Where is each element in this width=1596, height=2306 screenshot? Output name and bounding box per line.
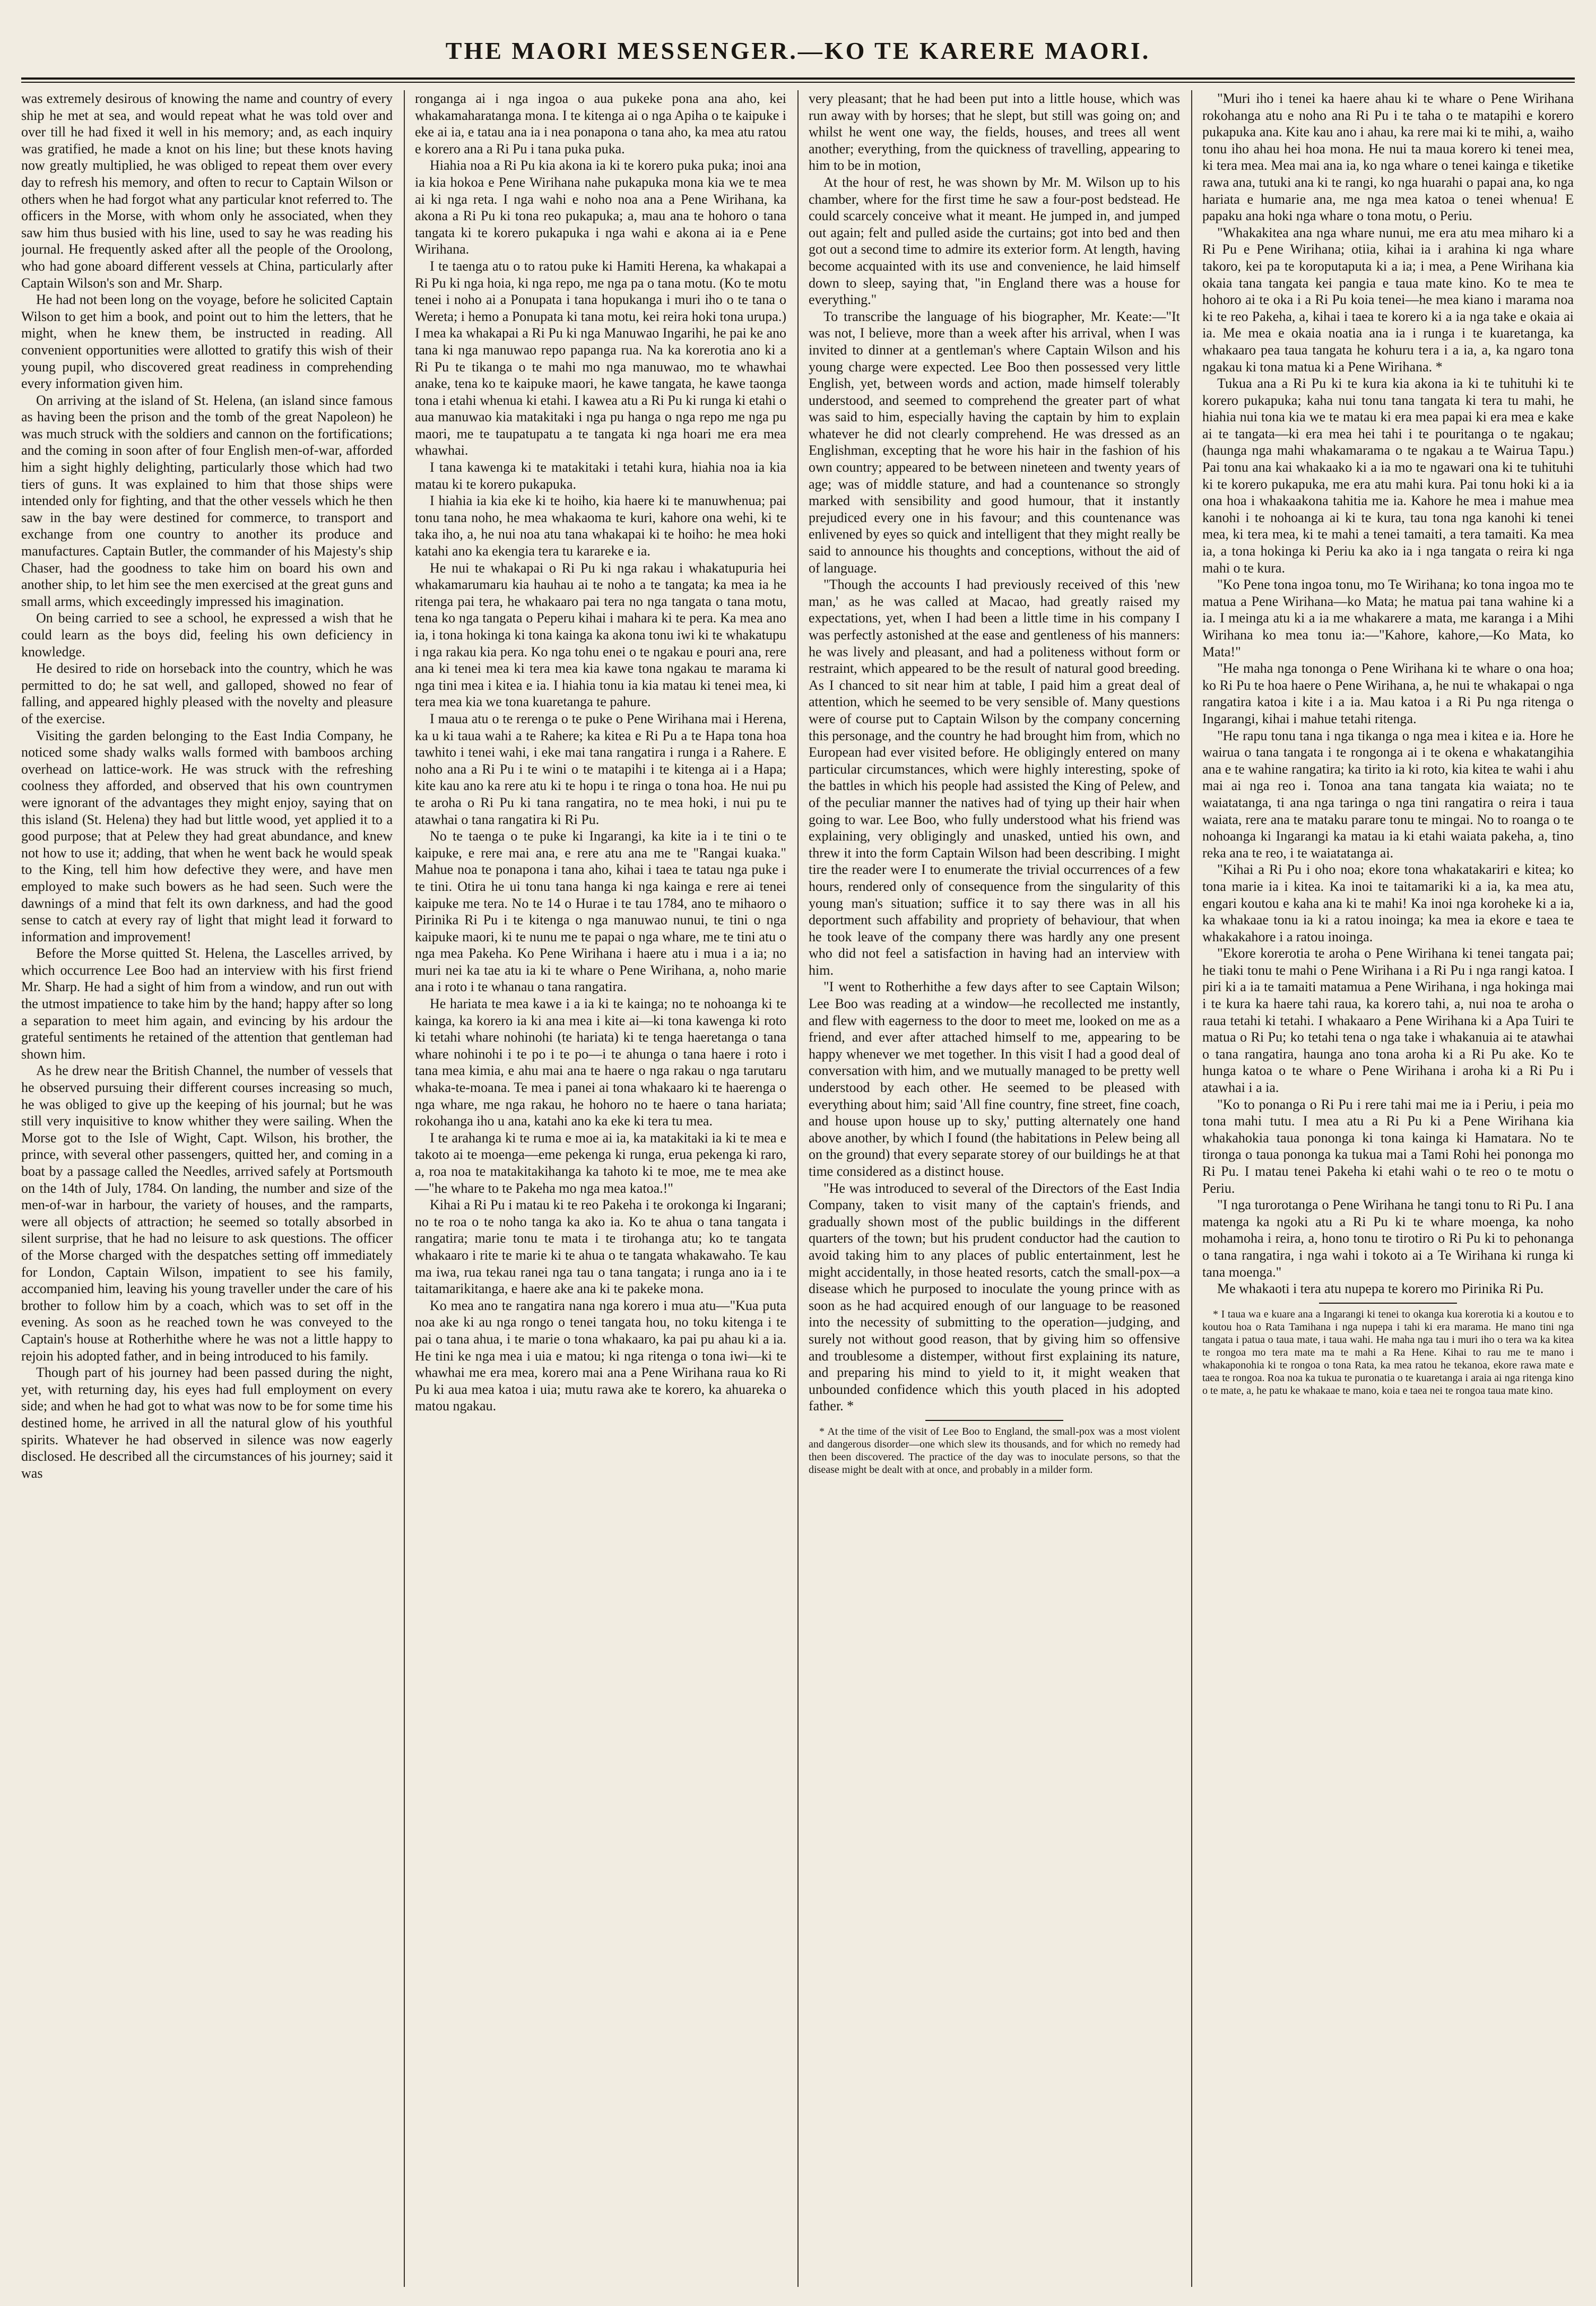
paragraph: Though part of his journey had been passed during the night, yet, with returning day, his eyes had full employment on every side; and when he had got to what was now to be for some time his destined home, he arrived in all the natural glow of his youthful spirits. Whatever he had observed in silence was now eagerly disclosed. He described all the circumstances of his journey; said it was [21, 1365, 393, 1481]
paragraph: "Though the accounts I had previously received of this 'new man,' as he was called at Macao, had greatly raised my expectations, yet, when I had been a little time in his company I was perfectly astonished at the ease and gentleness of his manners: he was lively and pleasant, and had a politeness without form or restraint, which appeared to be the result of natural good breeding. As I chanced to sit near him at table, I paid him a great deal of attention, which he seemed to be very sensible of. Many questions were of course put to Captain Wilson by the company concerning this personage, and the country he had brought him from, which no European had ever visited before. He obligingly entered on many particular circumstances, which were highly interesting, spoke of the battles in which his people had assisted the King of Pelew, and of the peculiar manner the natives had of tying up their hair when going to war. Lee Boo, who fully understood what his friend was explaining, very obligingly and unasked, untied his own, and threw it into the form Captain Wilson had been describing. I might tire the reader were I to enumerate the trivial occurrences of a few hours, rendered only of consequence from the singularity of this young man's situation; suffice it to say there was in all his deportment such affability and propriety of behaviour, that when he took leave of the company there was hardly any one present who did not feel a satisfaction in having had an interview with him. [809, 577, 1180, 978]
paragraph: Kihai a Ri Pu i matau ki te reo Pakeha i te orokonga ki Ingarani; no te roa o te noho tanga ka ako ia. Ko te ahua o tana tangata i rangatira; marie tonu te mata i te tirohanga atu; ko te tangata whakaaro i rite te marie ki te ahua o te tangata whakawaho. Te kau ma iwa, rua tekau ranei nga tau o tana tangata; i runga ano ia i te taitamarikitanga, e haere ake ana ki te pakeke mona. [415, 1197, 786, 1297]
paragraph: "Muri iho i tenei ka haere ahau ki te whare o Pene Wirihana rokohanga atu e noho ana Ri Pu i te taha o te matapihi e korero pukapuka ana. Kite kau ano i ahau, ka rere mai ki te mihi, a, waiho tonu iho ahau hei hoa mona. He nui ta maua korero ki tenei mea, ki tera mea. Mea mai ana ia, ko nga whare o tenei kainga e tiketike rawa ana, tutuki ana ki te rangi, ko nga huarahi o papai ana, ko nga hariata e humarie ana, me nga mea katoa o tenei whenua! E papaku ana hoki nga whare o tona motu, o Periu. [1202, 91, 1574, 224]
footnote-rule [1319, 1303, 1457, 1304]
paragraph: To transcribe the language of his biographer, Mr. Keate:—"It was not, I believe, more than a week after his arrival, when I was invited to dinner at a gentleman's where Captain Wilson and his young charge were expected. Lee Boo then possessed very little English, yet, between words and action, made himself tolerably understood, and seemed to comprehend the greater part of what was said to him, especially having the captain by him to explain whatever he did not clearly comprehend. He was dressed as an Englishman, excepting that he wore his hair in the fashion of his own country; appeared to be between nineteen and twenty years of age; was of middle stature, and had a countenance so strongly marked with sensibility and good humour, that it instantly prejudiced every one in his favour; and this countenance was enlivened by eyes so quick and intelligent that they might really be said to announce his thoughts and conceptions, without the aid of of language. [809, 308, 1180, 576]
paragraph: He desired to ride on horseback into the country, which he was permitted to do; he sat well, and galloped, showed no fear of falling, and appeared highly pleased with the novelty and pleasure of the exercise. [21, 661, 393, 726]
paragraph: He hariata te mea kawe i a ia ki te kainga; no te nohoanga ki te kainga, ka korero ia ki ana mea i kite ai—ki tona kawenga ki roto ki tetahi whare nohinohi (te hariata) ki te tenga haeretanga o tana whare nohinohi i te po i te po—i te ahunga o tana haere i roto i tana mea kimia, e ahu mai ana te haere o nga rakau o nga tarutaru whaka-te-moana. Te mea i panei ai tona whakaaro ki te haerenga o nga whare, me nga rakau, he hohoro no te haere o tana hariata; rokohanga iho u ana, katahi ano ka eke ki tera tu mea. [415, 996, 786, 1129]
footnote-text: * I taua wa e kuare ana a Ingarangi ki tenei to okanga kua korerotia ki a koutou e to koutou hoa o Rata Tamihana i nga nupepa i tahi ki era marama. He mano tini nga tangata i patua o taua mate, i taua wahi. He maha nga tau i muri iho o tera wa ka kitea te rongoa mo tera mate ma te mahi a Ra Hene. Kihai to rau me te mano i whakaponohia ki te rongoa o tona Rata, ka mea ratou he tekanoa, ekore rawa mate e taea te rongoa. Roa noa ka tukua te puronatia o te kuaretanga i araia ai nga ritenga kino o te mate, a, he patu ke whakaae te mano, koia e taea nei te rongoa taua mate kino. [1202, 1308, 1574, 1397]
paragraph: On being carried to see a school, he expressed a wish that he could learn as the boys did, feeling his own deficiency in knowledge. [21, 610, 393, 660]
paragraph: ronganga ai i nga ingoa o aua pukeke pona ana aho, kei whakamaharatanga mona. I te kitenga ai o nga Apiha o te kaipuke i eke ai ia, e tatau ana ia i nea ponapona o tana aho, ka mea atu ratou e korero ana a Ri Pu i tana puka puka. [415, 91, 786, 157]
paragraph: Ko mea ano te rangatira nana nga korero i mua atu—"Kua puta noa ake ki au nga rongo o tenei tangata hou, no toku kitenga i te pai o tana ahua, i te marie o tona whakaaro, ka pai pu ahau ki a ia. He tini ke nga mea i uia e matou; ki nga ritenga o tona iwi—ki te whawhai me era mea, korero mai ana a Pene Wirihana raua ko Ri Pu ki aua mea katoa i uia; mutu rawa ake te korero, ka ahuareka o matou ngakau. [415, 1297, 786, 1414]
paragraph: "I went to Rotherhithe a few days after to see Captain Wilson; Lee Boo was reading at a window—he recollected me instantly, and flew with eagerness to the door to meet me, looked on me as a friend, and ever after attached himself to me, appearing to be happy whenever we met together. In this visit I had a good deal of conversation with him, and we mutually managed to be pretty well understood by each other. He seemed to be pleased with everything about him; said 'All fine country, fine street, fine coach, and house upon house up to sky,' putting alternately one hand above another, by which I found (the habitations in Pelew being all on the ground) that every separate storey of our buildings he at that time considered as a distinct house. [809, 979, 1180, 1179]
column-divider [1191, 90, 1192, 2287]
paragraph: "I nga turorotanga o Pene Wirihana he tangi tonu to Ri Pu. I ana matenga ka ngoki atu a Ri Pu ki te whare moenga, ka noho mohamoha i reira, a, hono tonu te tirotiro o Ri Pu ki to pehonanga o tana rangatira, i nga wahi i tokoto ai a Te Wirihana ki runga ki tana moenga." [1202, 1197, 1574, 1280]
paragraph: Visiting the garden belonging to the East India Company, he noticed some shady walks walls formed with bamboos arching overhead on lattice-work. He was struck with the refreshing coolness they afforded, and observed that his own countrymen were ignorant of the advantages they might enjoy, saying that on this island (St. Helena) they had but little wood, yet applied it to a good purpose; that at Pelew they had great abundance, and knew not how to use it; adding, that when he went back he would speak to the King, tell him how defective they were, and have men employed to make such bowers as he had seen. Such were the dawnings of a mind that felt its own darkness, and had the good sense to catch at every ray of light that might lead it forward to information and improvement! [21, 727, 393, 944]
paragraph: I te arahanga ki te ruma e moe ai ia, ka matakitaki ia ki te mea e takoto ai te moenga—eme pekenga ki runga, erua pekenga ki raro, a, roa noa te matakitakihanga ka tahoto ki te moe, me te mea ake—"he whare to te Pakeha mo nga mea katoa.!" [415, 1130, 786, 1196]
footnote [809, 1425, 1180, 1476]
paragraph: was extremely desirous of knowing the name and country of every ship he met at sea, and would repeat what he was told over and over till he had fixed it well in his memory; and, as each inquiry was gratified, he made a knot on his line; but these knots having now greatly multiplied, he was obliged to repeat them over every day to refresh his memory, and often to recur to Captain Wilson or others when he had forgot what any particular knot referred to. The officers in the Morse, with whom only he associated, when they saw him thus busied with his line, used to say he was reading his journal. He frequently asked after all the people of the Oroolong, who had gone aboard different vessels at China, particularly after Captain Wilson's son and Mr. Sharp. [21, 91, 393, 291]
paragraph: On arriving at the island of St. Helena, (an island since famous as having been the prison and the tomb of the great Napoleon) he was much struck with the soldiers and cannon on the fortifications; and the coming in soon after of four English men-of-war, afforded him a sight highly delighting, particularly those which had two tiers of guns. It was explained to him that those ships were intended only for fighting, and that the other vessels which he then saw in the bay were destined for commerce, to transport and exchange from one country to another its produce and manufactures. Captain Butler, the commander of his Majesty's ship Chaser, had the goodness to take him on board his own and another ship, to let him see the men exercised at the great guns and small arms, which exceedingly impressed his imagination. [21, 392, 393, 609]
paragraph: "He maha nga tononga o Pene Wirihana ki te whare o ona hoa; ko Ri Pu te hoa haere o Pene Wirihana, a, he nui te whakapai o nga rangatira katoa i kite i a ia. Mau katoa i a Ri Pu nga ritenga o Ingarangi, kihai i mahue tetahi ritenga. [1202, 661, 1574, 726]
paragraph: Before the Morse quitted St. Helena, the Lascelles arrived, by which occurrence Lee Boo had an interview with his first friend Mr. Sharp. He had a sight of him from a window, and run out with the utmost impatience to take him by the hand; happy after so long a separation to meet him again, and evincing by his ardour the grateful sentiments he retained of the attention that gentleman had shown him. [21, 946, 393, 1062]
paragraph: "Kihai a Ri Pu i oho noa; ekore tona whakatakariri e kitea; ko tona marie ia i kitea. Ka inoi te taitamariki ki a ia, ka mea atu, engari koutou e kaha ana ki te mahi! Ka inoi nga koroheke ki a ia, ka whakaae tonu ia ki a ratou inoinga; ka mea ia ekore e taea te whakakahore i a ratou inoinga. [1202, 862, 1574, 944]
paragraph: I te taenga atu o to ratou puke ki Hamiti Herena, ka whakapai a Ri Pu ki nga hoia, ki nga repo, me nga pa o tana motu. (Ko te motu tenei i noho ai a Ponupata i tana hopukanga i muri iho o te tana o Wereta; i hemo a Ponupata ki tana motu, kei reira hoki tona urupa.) I mea ka whakapai a Ri Pu ki nga Manuwao Ingarihi, he pai ke ano tana ki nga manuwao repo papanga rua. Na ka korerotia ano ki a Ri Pu te tikanga o te mahi mo nga manuwao, mo te whawhai anake, tena ko te kaipuke maori, he kawe tangata, he kawe taonga tona i etahi whenua ki etahi. I kawea atu a Ri Pu ki runga ki etahi o aua manuwao kia matakitaki i nga pu hanga o nga repo me nga pu maori, me te taupatupatu a te tangata ki nga hoari me era mea whawhai. [415, 258, 786, 458]
paragraph: At the hour of rest, he was shown by Mr. M. Wilson up to his chamber, where for the first time he saw a four-post bedstead. He could scarcely conceive what it meant. He jumped in, and jumped out again; felt and pulled aside the curtains; got into bed and then got out a second time to admire its exterior form. At length, having become acquainted with its use and convenience, he laid himself down to sleep, saying that, "in England there was a house for everything." [809, 174, 1180, 308]
paragraph: I tana kawenga ki te matakitaki i tetahi kura, hiahia noa ia kia matau ki te korero pukapuka. [415, 460, 786, 492]
paragraph: "Ko to ponanga o Ri Pu i rere tahi mai me ia i Periu, i peia mo tona mahi tutu. I mea atu a Ri Pu ki a Pene Wirihana kia whakahokia taua pononga ki tona kainga ki Hamatara. No te tironga o taua pononga ka tukua mai a Tami Rohi hei pononga mo Ri Pu. I matau tenei Pakeha ki etahi wahi o te reo o te motu o Periu. [1202, 1096, 1574, 1196]
column-3-english [809, 90, 1180, 2287]
column-4-maori [1202, 90, 1574, 2287]
paragraph: "Ekore korerotia te aroha o Pene Wirihana ki tenei tangata pai; he tiaki tonu te mahi o Pene Wirihana i a Ri Pu i nga rangi katoa. I piri ki a ia te tamaiti matamua a Pene Wirihana, i nga hokinga mai i te kura ka haere tahi raua, ka korero tahi, a, nui noa te aroha o raua tetahi ki tetahi. I whakaaro a Pene Wirihana ki a Apa Tuiri te matua o Ri Pu; ko tetahi tena o nga take i whakanuia ai te atawhai o tana rangatira, haunga ano tona aroha ki a Ri Pu ake. Ko te hunga katoa o te whare o Pene Wirihana i aroha ki a Ri Pu i atawhai i a ia. [1202, 946, 1574, 1096]
masthead: THE MAORI MESSENGER.—KO TE KARERE MAORI. [445, 37, 1151, 64]
paragraph: Hiahia noa a Ri Pu kia akona ia ki te korero puka puka; inoi ana ia kia hokoa e Pene Wirihana nahe pukapuka mona kia we te mea ai ki nga reta. I nga wahi e noho noa ana a Pene Wirihana, ka akona a Ri Pu ki tona reo pukapuka; a, mau ana te hohoro o tana tangata ki te korero pukapuka i nga wahi e akona ai ia e Pene Wirihana. [415, 158, 786, 257]
newspaper-page [21, 32, 1575, 2292]
paragraph: He nui te whakapai o Ri Pu ki nga rakau i whakatupuria hei whakamarumaru kia hauhau ai te noho a te tangata; ka mea ia he ritenga pai tera, he whakaaro pai tera no nga tangata o tana motu, tena ko nga tangata o Peperu kihai i mahara ki te pera. Ka mea ano ia, i tona hokinga ki tona kainga ka akona tonu iwi ki te whakatupu i nga rakau kia pera. Ko nga tohu enei o te ngakau e pouri ana, rere ana ki tenei mea ki tera mea kia kawe tona ngakau te marama ki nga tini mea i kitea e ia. I hiahia tonu ia kia matau ki tenei mea, ki tera mea kia we tona kuaretanga te pahure. [415, 560, 786, 710]
column-divider [404, 90, 405, 2287]
masthead-rule [21, 77, 1575, 80]
paragraph: No te taenga o te puke ki Ingarangi, ka kite ia i te tini o te kaipuke, e rere mai ana, e rere atu ana me te "Rangai kuaka." Mahue noa te ponapona i tana aho, kihai i taea te tatau nga puke i te tini. Otira he ui tonu tana hanga ki nga kainga e rere ai tenei kaipuke me tera. No te 14 o Hurae i te tau 1784, ano te mihaoro o Pirinika Ri Pu i te kitenga o nga manuwao nunui, te tini o nga kaipuke maori, ki te nunu me te papai o nga whare, me te tini atu o nga mea Pakeha. Ko Pene Wirihana i haere atu i mua i a ia; no muri nei ka tae atu ia ki te whare o Pene Wirihana, a, noho marie ana i roto i te whanau o tana rangatira. [415, 828, 786, 995]
paragraph: "He was introduced to several of the Directors of the East India Company, taken to visit many of the captain's friends, and gradually shown most of the public buildings in the different quarters of the town; but his prudent conductor had the caution to avoid taking him to any places of public entertainment, lest he might accidentally, in those heated resorts, catch the small-pox—a disease which he purposed to inoculate the young prince with as soon as he had acquired enough of our language to be reasoned into the necessity of submitting to the operation—judging, and surely not without good reason, that by giving him so offensive and troublesome a distemper, without first explaining its nature, and preparing his mind to yield to it, it might weaken that unbounded confidence which this youth placed in his adopted father. * [809, 1180, 1180, 1414]
paragraph: As he drew near the British Channel, the number of vessels that he observed pursuing their different courses increasing so much, he was obliged to give up the keeping of his journal; but he was still very inquisitive to know whither they were sailing. When the Morse got to the Isle of Wight, Capt. Wilson, his brother, the prince, with several other passengers, quitted her, and coming in a boat by a passage called the Needles, arrived safely at Portsmouth on the 14th of July, 1784. On landing, the number and size of the men-of-war in harbour, the variety of houses, and the ramparts, were all objects of attraction; he seemed so totally absorbed in silent surprise, that he had no leisure to ask questions. The officer of the Morse charged with the despatches setting off immediately for London, Captain Wilson, impatient to see his family, accompanied him, leaving his young traveller under the care of his brother to follow him by a coach, which was to set off in the evening. As soon as he reached town he was conveyed to the Captain's house at Rotherhithe where he was not a little happy to rejoin his adopted father, and in being introduced to his family. [21, 1063, 393, 1364]
column-2-maori [415, 90, 786, 2287]
paragraph: very pleasant; that he had been put into a little house, which was run away with by horses; that he slept, but still was going on; and whilst he went one way, the fields, houses, and trees all went another; everything, from the quickness of travelling, appearing to him to be in motion, [809, 91, 1180, 174]
paragraph: I hiahia ia kia eke ki te hoiho, kia haere ki te manuwhenua; pai tonu tana noho, he mea whakaoma te kuri, kahore ona wehi, ki te taka iho, a, he nui noa atu tana whakapai ki te hoiho: he mea hoki katahi ano ka ekengia tera tu karareke e ia. [415, 493, 786, 559]
footnote-rule [925, 1420, 1063, 1421]
paragraph: Tukua ana a Ri Pu ki te kura kia akona ia ki te tuhituhi ki te korero pukapuka; kaha nui tonu tana tangata ki tera tu mahi, he hiahia nui tona kia we te matau ki era mea papai ki era mea e kake ai te tangata—ki era mea hei tahi i te pouritanga o te ngakau; (haunga nga mahi whakamarama o te ngakau a te Wairua Tapu.) Pai tonu ana kai whakaako ki a ia mo te ngawari ona ki te tuhituhi ki te korero pukapuka, me era atu mahi kura. Pai tonu hoki ki a ia ona hoa i whakaakona tahitia me ia. Kahore he mea i mahue mea kanohi i te nohoanga ai ki te kura, tau tona nga kanohi ki tenei mea, ki tera mea, ki te mahi a tenei tamaiti, a tera tamaiti. Ka mea ia, a tona hokinga ki Periu ka ako ia i nga tangata o reira ki nga mahi o te kura. [1202, 376, 1574, 576]
paragraph: I maua atu o te rerenga o te puke o Pene Wirihana mai i Herena, ka u ki taua wahi a te Rahere; ka kitea e Ri Pu a te Hapa tona hoa tawhito i tenei wahi, i eke mai tana rangatira i runga i a Rahere. E noho ana a Ri Pu i te wini o te matapihi i te kitenga ai i a Hapa; kite kau ano ka rere atu ki te hopu i te ringa o tona hoa. He nui pu te aroha o Ri Pu ki tana rangatira, no te mea hoki, i nui pu te atawhai o tana rangatira ki Ri Pu. [415, 710, 786, 827]
column-divider [797, 90, 799, 2287]
footnote [1202, 1308, 1574, 1397]
paragraph: "He rapu tonu tana i nga tikanga o nga mea i kitea e ia. Hore he wairua o tana tangata i te rongonga ai i te okena e whakatangihia ana e te wahine rangatira; ka tirito ia ki roto, kia kitea te wahi i ahu mai ai nga reo i. Tonoa ana tana tangata kia waiata; no te waiatatanga, ti ana nga taringa o nga tini rangatira o reira i taua waiata, rere ana te mataku parare tonu te mingai. No to roanga o te nohoanga ki Ingarangi ka matau ia ki etahi waiata pakeha, a, tino reka ana te reo, i te waiatatanga ai. [1202, 727, 1574, 861]
column-1-english [21, 90, 393, 2287]
paragraph: "Ko Pene tona ingoa tonu, mo Te Wirihana; ko tona ingoa mo te matua a Pene Wirihana—ko Mata; he matua pai tana wahine ki a ia. I meinga atu ki a ia me whakarere a mata, me karanga i a Mihi Wirihana ko mea tonu ia:—"Kahore, kahore,—Ko Mata, ko Mata!" [1202, 577, 1574, 660]
paragraph: Me whakaoti i tera atu nupepa te korero mo Pirinika Ri Pu. [1217, 1281, 1544, 1297]
footnote-text: * At the time of the visit of Lee Boo to England, the small-pox was a most violent and dangerous disorder—one which slew its thousands, and for which no remedy had then been discovered. The practice of the day was to inoculate persons, so that the disease might be dealt with at once, and probably in a milder form. [809, 1425, 1180, 1476]
paragraph: "Whakakitea ana nga whare nunui, me era atu mea miharo ki a Ri Pu e Pene Wirihana; otiia, kihai ia i arahina ki nga whare takoro, kei pa te koroputaputa ki a ia; i mea, a Pene Wirihana kia okaia tana tangata kei pangia e taua mate kino. Ko te mea te hohoro ai te oka i a Ri Pu koia tenei—he mea kiano i marama noa ki te reo Pakeha, a, kihai i taea te korero ki a ia nga take e okaia ai ia. Me mea e okaia noatia ana ia i runga i te kuaretanga, ka whakaaro pea taua tangata he kohuru tera i a ia, a, ka ngaro tona ngakau ki tona matua ki a Pene Wirihana. * [1202, 224, 1574, 375]
masthead-rule-thin [21, 82, 1575, 83]
paragraph: He had not been long on the voyage, before he solicited Captain Wilson to get him a book, and point out to him the letters, that he might, when he knew them, be instructed in reading. All convenient opportunities were allotted to gratify this wish of their young pupil, who discovered great readiness in comprehending every information given him. [21, 292, 393, 392]
